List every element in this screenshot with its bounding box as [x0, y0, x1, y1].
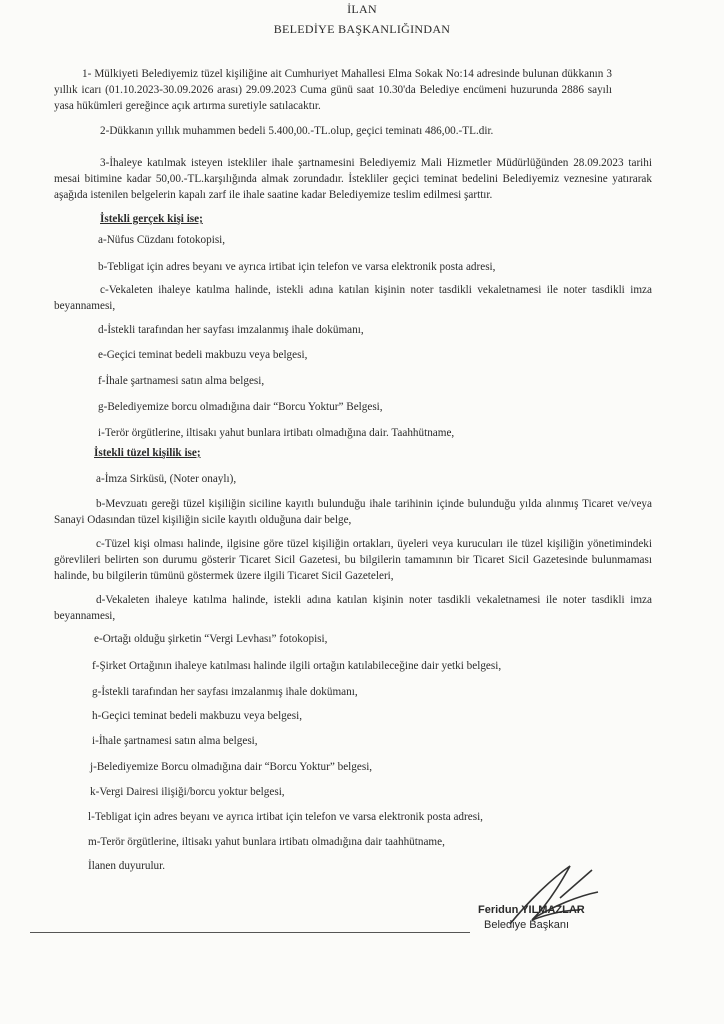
doc-title: İLAN — [347, 2, 377, 16]
paragraph-3: 3-İhaleye katılmak isteyen istekliler ihale şartnamesini Belediyemiz Mali Hizmetler Müdürlüğünden 28.09.2023 tarihi mesai bitimine kadar 50,00.-TL.karşılığında almak zorundadır. İstekliler geçici teminat bedelini Belediyemiz veznesine yatırarak aşağıda istenilen belgelerin kapalı zarf ile ihale saatine kadar Belediyemize teslim edilmesi şarttır. — [54, 157, 652, 201]
paragraph-2: 2-Dükkanın yıllık muhammen bedeli 5.400,00.-TL.olup, geçici teminatı 486,00.-TL.dir. — [100, 125, 494, 137]
list-item: c-Tüzel kişi olması halinde, ilgisine göre tüzel kişiliğin ortakları, üyeleri veya kurucuları ile tüzel kişiliğin yönetimindeki görevlileri belirten son durumu gösterir Ticaret Sicil Gazetesi, bu bilgilerin tamamının bir Ticaret Sicil Gazetesinde bulunmaması halinde, bu bilgilerin tümünü göstermek üzere ilgili Ticaret Sicil Gazeteleri, — [54, 538, 652, 582]
list-item: e-Geçici teminat bedeli makbuzu veya belgesi, — [98, 349, 308, 361]
closing-text: İlanen duyurulur. — [88, 860, 166, 872]
list-item: a-Nüfus Cüzdanı fotokopisi, — [98, 234, 226, 246]
list-item: b-Mevzuatı gereği tüzel kişiliğin siciline kayıtlı bulunduğu ihale tarihinin içinde bulunduğu yılda alınmış Ticaret ve/veya Sanayi Odasından tüzel kişiliğin sicile kayıtlı olduğuna dair belge, — [54, 498, 652, 526]
signatory-name: Feridun YILMAZLAR — [478, 904, 585, 916]
list-item: i-Terör örgütlerine, iltisakı yahut bunlara irtibatı olmadığına dair. Taahhütname, — [98, 427, 455, 439]
list-item: k-Vergi Dairesi ilişiği/borcu yoktur belgesi, — [90, 786, 285, 798]
section-heading-legal-entity: İstekli tüzel kişilik ise; — [94, 447, 201, 459]
list-item: d-Vekaleten ihaleye katılma halinde, istekli adına katılan kişinin noter tasdikli vekaletnamesi ile noter tasdikli imza beyannamesi, — [54, 594, 652, 622]
list-item: i-İhale şartnamesi satın alma belgesi, — [92, 735, 258, 747]
list-item: h-Geçici teminat bedeli makbuzu veya belgesi, — [92, 710, 302, 722]
signatory-title: Belediye Başkanı — [484, 919, 569, 931]
paragraph-1: 1- Mülkiyeti Belediyemiz tüzel kişiliğine ait Cumhuriyet Mahallesi Elma Sokak No:14 adresinde bulunan dükkanın 3 yıllık icarı (01.10.2023-30.09.2026 arası) 29.09.2023 Cuma günü saat 10.30'da Belediye encümeni huzurunda 2886 sayılı yasa hükümleri gereğince açık artırma suretiyle satılacaktır. — [54, 68, 612, 112]
list-item: e-Ortağı olduğu şirketin “Vergi Levhası” fotokopisi, — [94, 633, 328, 645]
footer-divider — [30, 932, 470, 933]
list-item: f-Şirket Ortağının ihaleye katılması halinde ilgili ortağın katılabileceğine dair yetki belgesi, — [92, 660, 502, 672]
section-heading-real-person: İstekli gerçek kişi ise; — [100, 213, 203, 225]
list-item: c-Vekaleten ihaleye katılma halinde, istekli adına katılan kişinin noter tasdikli vekaletnamesi ile noter tasdikli imza beyannamesi, — [54, 284, 652, 312]
list-item: l-Tebligat için adres beyanı ve ayrıca irtibat için telefon ve varsa elektronik posta adresi, — [88, 811, 483, 823]
list-item: d-İstekli tarafından her sayfası imzalanmış ihale dokümanı, — [98, 324, 364, 336]
list-item: b-Tebligat için adres beyanı ve ayrıca irtibat için telefon ve varsa elektronik posta adresi, — [98, 261, 496, 273]
list-item: a-İmza Sirküsü, (Noter onaylı), — [96, 473, 237, 485]
doc-subtitle: BELEDİYE BAŞKANLIĞINDAN — [273, 22, 451, 36]
list-item: m-Terör örgütlerine, iltisakı yahut bunlara irtibatı olmadığına dair taahhütname, — [88, 836, 445, 848]
list-item: g-Belediyemize borcu olmadığına dair “Borcu Yoktur” Belgesi, — [98, 401, 383, 413]
list-item: g-İstekli tarafından her sayfası imzalanmış ihale dokümanı, — [92, 686, 358, 698]
list-item: j-Belediyemize Borcu olmadığına dair “Borcu Yoktur” belgesi, — [90, 761, 373, 773]
list-item: f-İhale şartnamesi satın alma belgesi, — [98, 375, 265, 387]
